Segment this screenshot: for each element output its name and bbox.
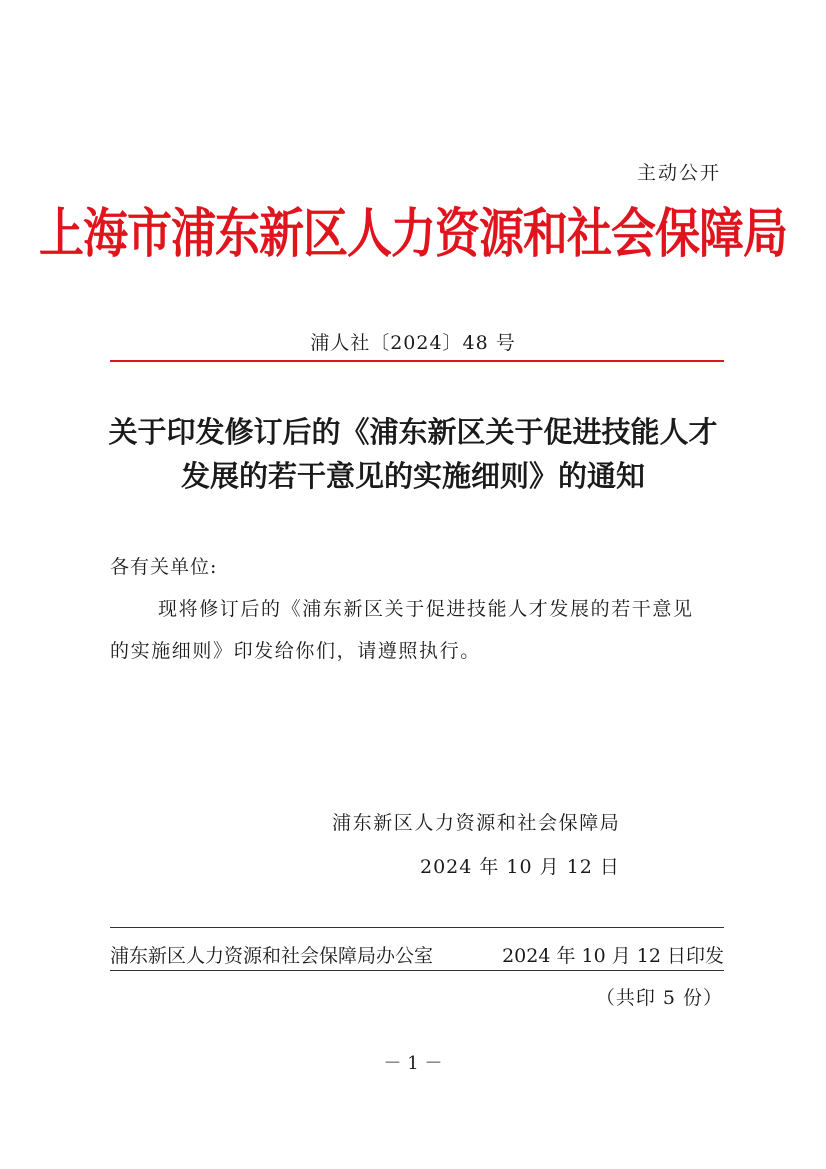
document-title-line-2: 发展的若干意见的实施细则》的通知	[180, 459, 645, 493]
print-copies-count: （共印 5 份）	[595, 987, 723, 1009]
page-number: － 1 －	[383, 1053, 443, 1074]
issuing-office: 浦东新区人力资源和社会保障局办公室	[110, 945, 434, 967]
footer-top-rule	[110, 927, 724, 928]
print-info-row	[110, 941, 724, 968]
red-divider-line	[110, 360, 724, 362]
body-paragraph-line-1: 现将修订后的《浦东新区关于促进技能人才发展的若干意见	[158, 598, 694, 620]
footer-bottom-rule	[110, 970, 724, 971]
issuing-organization-header: 上海市浦东新区人力资源和社会保障局	[38, 201, 787, 265]
salutation: 各有关单位:	[110, 556, 218, 578]
issue-date: 2024 年 10 月 12 日印发	[502, 945, 724, 967]
body-paragraph-line-2: 的实施细则》印发给你们，请遵照执行。	[110, 640, 481, 662]
document-title	[0, 410, 826, 498]
document-title-line-1: 关于印发修订后的《浦东新区关于促进技能人才	[108, 415, 718, 449]
signature-organization: 浦东新区人力资源和社会保障局	[332, 812, 621, 834]
document-number: 浦人社〔2024〕48 号	[310, 332, 516, 354]
signature-date: 2024 年 10 月 12 日	[420, 856, 620, 878]
disclosure-label: 主动公开	[636, 162, 721, 184]
